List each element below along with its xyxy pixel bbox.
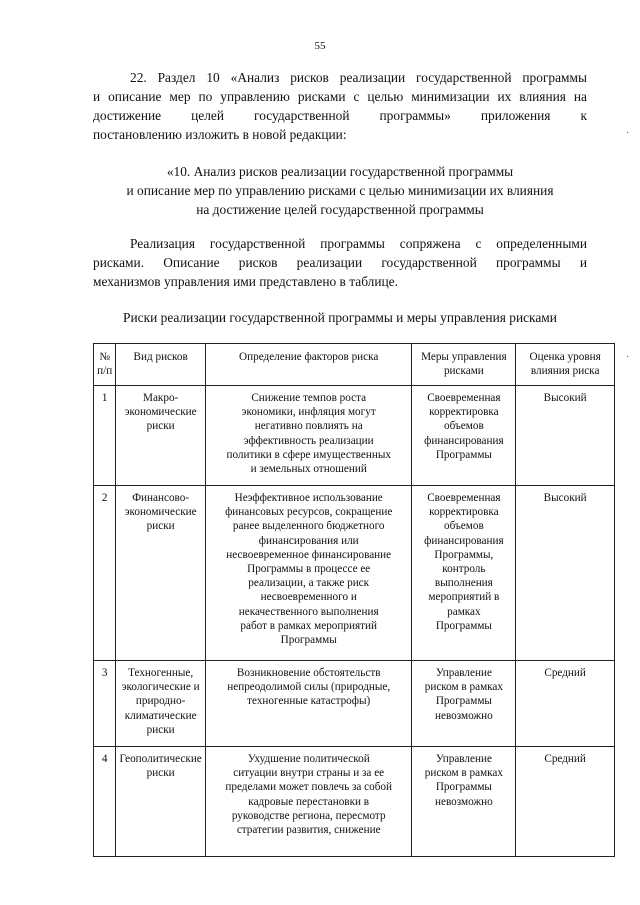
cell-line: ситуации внутри страны и за ее (233, 767, 385, 780)
header-cell-factors (205, 344, 412, 386)
cell-line: стратегии развития, снижение (236, 824, 381, 837)
cell-line: Возникновение обстоятельств (236, 667, 381, 679)
cell-line: рамках (447, 605, 481, 618)
cell-line: финансовых ресурсов, сокращение (225, 506, 393, 519)
cell-line: работ в рамках мероприятий (240, 619, 377, 632)
cell-line: Макро- (143, 392, 179, 404)
table-caption: Риски реализации государственной программы и меры управления рисками (123, 310, 557, 325)
risk-level: Высокий (516, 386, 615, 486)
risk-factors (205, 486, 412, 661)
cell-line: Программы, (434, 548, 494, 561)
cell-line: Неэффективное использование (234, 492, 383, 504)
cell-line: несвоевременного и (260, 591, 357, 604)
body-paragraph (93, 234, 587, 291)
heading-line: и описание мер по управлению рисками с целью минимизации их влияния (126, 183, 554, 198)
cell-line: мероприятий в (428, 591, 500, 604)
cell-line: Оценка уровня (529, 351, 601, 363)
scan-mark: · (626, 128, 630, 139)
risk-factors (205, 747, 412, 857)
cell-line: Техногенные, (128, 667, 194, 679)
cell-line: финансирования (424, 434, 504, 447)
cell-line: Геополитические (119, 753, 202, 765)
cell-line: некачественного выполнения (238, 605, 379, 618)
heading-line: «10. Анализ рисков реализации государственной программы (166, 164, 514, 179)
cell-line: финансирования или (258, 534, 359, 547)
cell-line: экологические и (121, 681, 200, 694)
risk-type (116, 486, 206, 661)
cell-line: влияния риска (530, 365, 600, 378)
cell-line: невозможно (435, 709, 493, 722)
cell-line: эффективность реализации (243, 434, 374, 447)
cell-line: Вид рисков (133, 351, 188, 363)
cell-line: риски (146, 723, 175, 736)
intro-line: достижение целей государственной программы» приложения к (93, 108, 587, 123)
cell-line: экономики, инфляция могут (241, 406, 376, 419)
cell-line: реализации, а также риск (248, 577, 370, 590)
header-cell-level (516, 344, 615, 386)
body-line: рисками. Описание рисков реализации государственной программы и (93, 255, 587, 270)
row-number: 4 (94, 747, 116, 857)
cell-line: несвоевременное финансирование (226, 548, 392, 561)
risk-factors (205, 661, 412, 747)
table-row (94, 386, 615, 486)
cell-line: риском в рамках (424, 767, 503, 780)
risk-level: Высокий (516, 486, 615, 661)
cell-line: п/п (97, 365, 113, 378)
risk-measures (412, 661, 516, 747)
cell-line: климатические (124, 709, 197, 722)
cell-line: руководстве региона, пересмотр (231, 809, 386, 822)
intro-line: постановлению изложить в новой редакции: (93, 127, 347, 142)
risk-type (116, 661, 206, 747)
cell-line: непреодолимой силы (природные, (227, 681, 391, 694)
cell-line: ранее выделенного бюджетного (232, 520, 385, 533)
heading-line: на достижение целей государственной программы (196, 202, 484, 217)
row-number: 2 (94, 486, 116, 661)
cell-line: Ухудшение политической (247, 753, 370, 765)
header-cell-risk-type (116, 344, 206, 386)
cell-line: Программы в процессе ее (247, 563, 371, 576)
cell-line: политики в сфере имущественных (226, 448, 391, 461)
table-row (94, 661, 615, 747)
cell-line: Своевременная (427, 492, 501, 504)
risk-level: Средний (516, 747, 615, 857)
cell-line: и земельных отношений (250, 463, 367, 476)
cell-line: кадровые перестановки в (248, 795, 370, 808)
cell-line: Меры управления (421, 351, 507, 363)
row-number: 1 (94, 386, 116, 486)
risk-level: Средний (516, 661, 615, 747)
cell-line: риски (146, 520, 175, 533)
cell-line: Снижение темпов роста (251, 392, 367, 404)
row-number: 3 (94, 661, 116, 747)
risk-factors (205, 386, 412, 486)
cell-line: № (99, 351, 111, 363)
cell-line: Программы (435, 448, 492, 461)
risk-type (116, 747, 206, 857)
body-line: Реализация государственной программы сопряжена с определенными (130, 236, 587, 251)
cell-line: контроль (442, 563, 486, 576)
cell-line: Программы (435, 619, 492, 632)
intro-line: и описание мер по управлению рисками с целью минимизации их влияния на (93, 89, 587, 104)
cell-line: риски (146, 420, 175, 433)
risks-table (93, 343, 615, 857)
scan-mark: · (626, 352, 630, 363)
cell-line: Своевременная (427, 392, 501, 404)
risk-measures (412, 747, 516, 857)
cell-line: экономические (124, 406, 197, 419)
cell-line: Финансово- (132, 492, 190, 504)
cell-line: корректировка (429, 506, 499, 519)
intro-line: 22. Раздел 10 «Анализ рисков реализации государственной программы (130, 70, 587, 85)
table-row (94, 486, 615, 661)
cell-line: Программы (280, 634, 337, 647)
header-cell-number (94, 344, 116, 386)
risk-measures (412, 386, 516, 486)
cell-line: негативно повлиять на (254, 420, 363, 433)
cell-line: финансирования (424, 534, 504, 547)
body-line: механизмов управления ими представлено в таблице. (93, 274, 398, 289)
intro-paragraph (93, 68, 587, 144)
cell-line: объемов (444, 420, 484, 433)
cell-line: рисками (443, 365, 484, 378)
cell-line: корректировка (429, 406, 499, 419)
cell-line: риски (146, 767, 175, 780)
cell-line: пределами может повлечь за собой (225, 781, 393, 794)
cell-line: объемов (444, 520, 484, 533)
cell-line: Управление (435, 753, 492, 765)
cell-line: Управление (435, 667, 492, 679)
header-cell-measures (412, 344, 516, 386)
risk-measures (412, 486, 516, 661)
cell-line: Программы (435, 695, 492, 708)
table-row (94, 747, 615, 857)
cell-line: техногенные катастрофы) (247, 695, 371, 708)
cell-line: экономические (124, 506, 197, 519)
cell-line: природно- (135, 695, 186, 708)
cell-line: Определение факторов риска (239, 351, 379, 363)
cell-line: выполнения (434, 577, 493, 590)
page-number: 55 (314, 40, 326, 52)
risk-type (116, 386, 206, 486)
cell-line: Программы (435, 781, 492, 794)
cell-line: невозможно (435, 795, 493, 808)
table-header-row (94, 344, 615, 386)
cell-line: риском в рамках (424, 681, 503, 694)
section-heading (93, 162, 587, 219)
